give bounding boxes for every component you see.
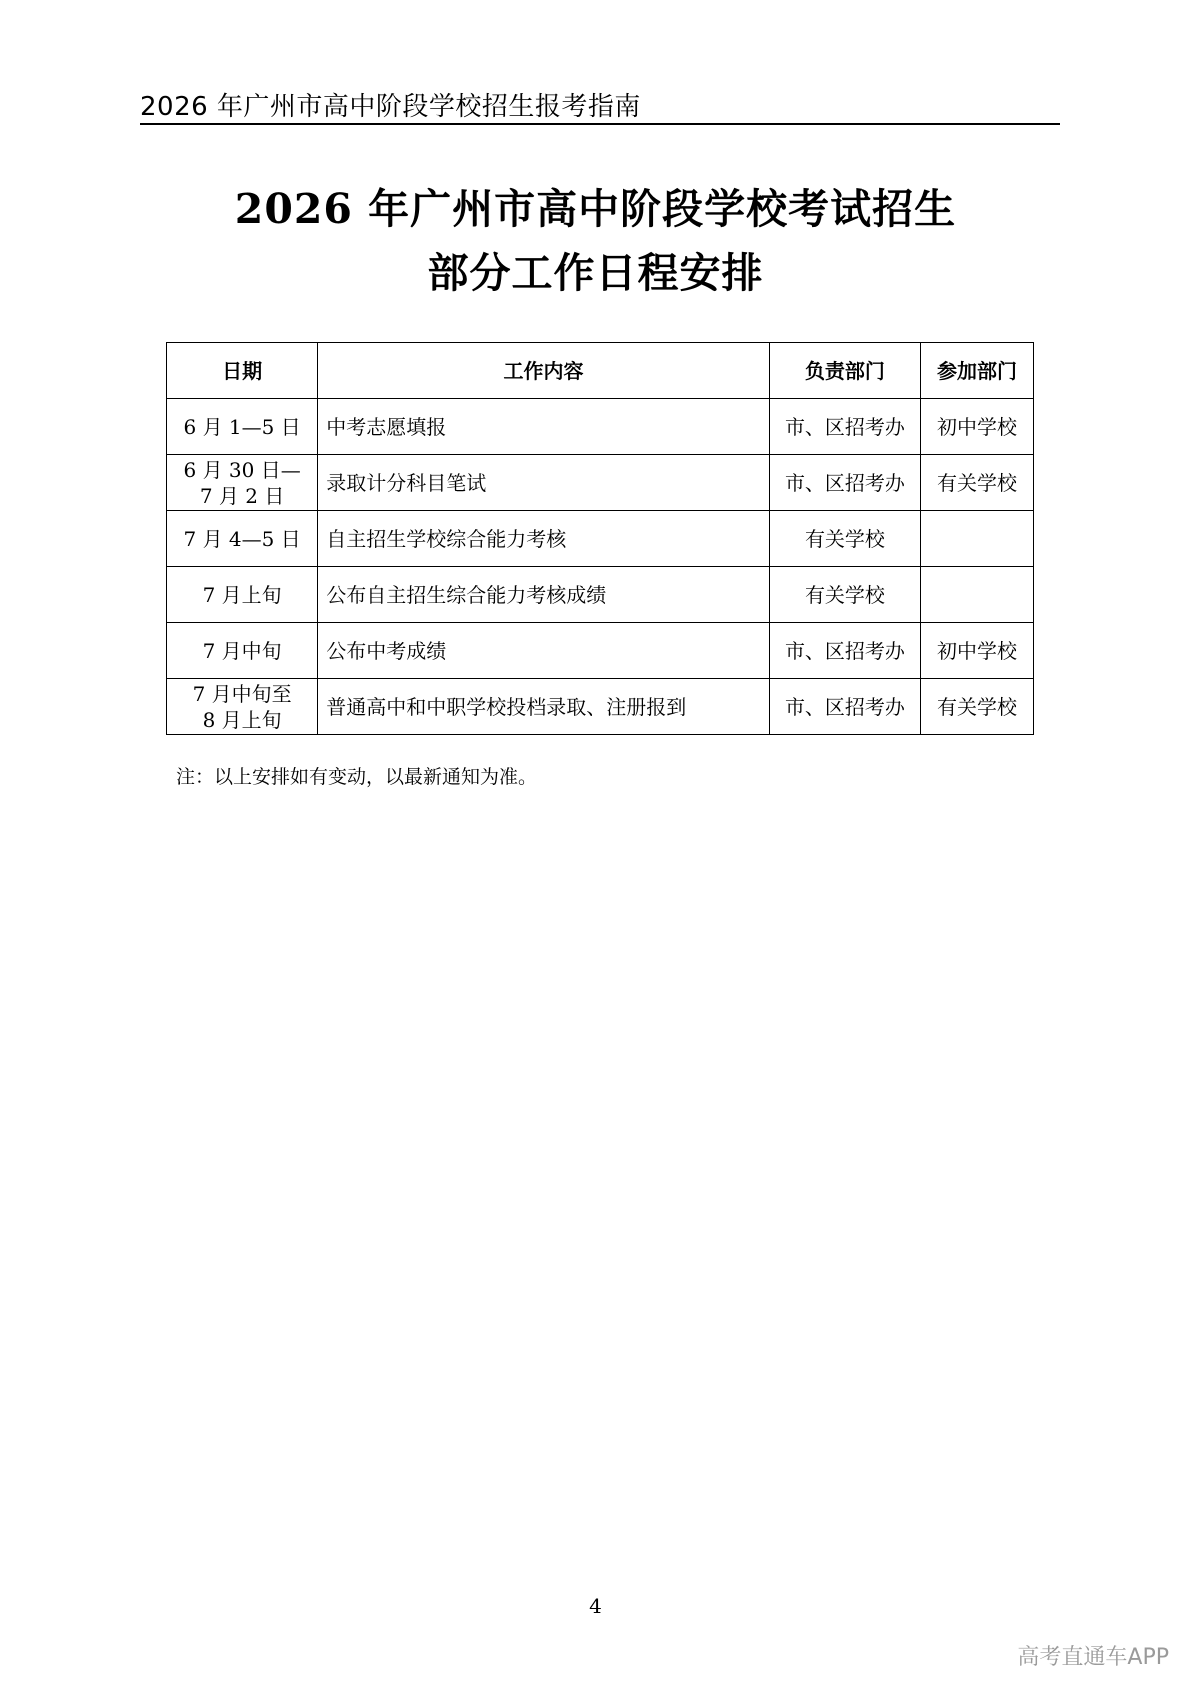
date-cell [167,623,318,679]
header-rule [140,123,1060,125]
date-text: 7 月 4—5 日 [183,526,301,551]
participating-cell: 有关学校 [921,455,1034,511]
date-text: 8 月上旬 [202,707,282,732]
date-text: 7 月中旬至 [192,681,292,706]
table-row [167,623,1034,679]
page-number: 4 [589,1594,602,1618]
date-text: 6 月 1—5 日 [183,414,301,439]
date-cell [167,455,318,511]
table-row [167,455,1034,511]
content-cell: 公布自主招生综合能力考核成绩 [318,567,770,623]
table-row [167,399,1034,455]
date-cell [167,511,318,567]
responsible-cell: 市、区招考办 [769,679,920,735]
running-header: 2026 年广州市高中阶段学校招生报考指南 [140,92,641,122]
date-cell [167,399,318,455]
date-text: 7 月 2 日 [199,483,285,508]
responsible-cell: 市、区招考办 [769,455,920,511]
date-cell [167,567,318,623]
date-cell [167,679,318,735]
participating-cell [921,567,1034,623]
participating-cell: 初中学校 [921,399,1034,455]
participating-cell [921,511,1034,567]
column-header-content: 工作内容 [318,343,770,399]
date-text: 6 月 30 日— [183,457,301,482]
content-cell: 普通高中和中职学校投档录取、注册报到 [318,679,770,735]
schedule-table [166,342,1034,735]
date-text: 7 月上旬 [202,582,282,607]
participating-cell: 初中学校 [921,623,1034,679]
responsible-cell: 有关学校 [769,511,920,567]
column-header-responsible: 负责部门 [769,343,920,399]
column-header-participating: 参加部门 [921,343,1034,399]
responsible-cell: 有关学校 [769,567,920,623]
table-row [167,679,1034,735]
table-row [167,511,1034,567]
document-title-line-2: 部分工作日程安排 [427,249,764,297]
responsible-cell: 市、区招考办 [769,399,920,455]
content-cell: 公布中考成绩 [318,623,770,679]
content-cell: 自主招生学校综合能力考核 [318,511,770,567]
document-title-line-1: 2026 年广州市高中阶段学校考试招生 [234,185,957,233]
table-header-row [167,343,1034,399]
participating-cell: 有关学校 [921,679,1034,735]
responsible-cell: 市、区招考办 [769,623,920,679]
column-header-date: 日期 [167,343,318,399]
content-cell: 中考志愿填报 [318,399,770,455]
date-text: 7 月中旬 [202,638,282,663]
table-row [167,567,1034,623]
table-note: 注：以上安排如有变动，以最新通知为准。 [176,766,538,788]
watermark-text: 高考直通车APP [1017,1645,1169,1670]
content-cell: 录取计分科目笔试 [318,455,770,511]
